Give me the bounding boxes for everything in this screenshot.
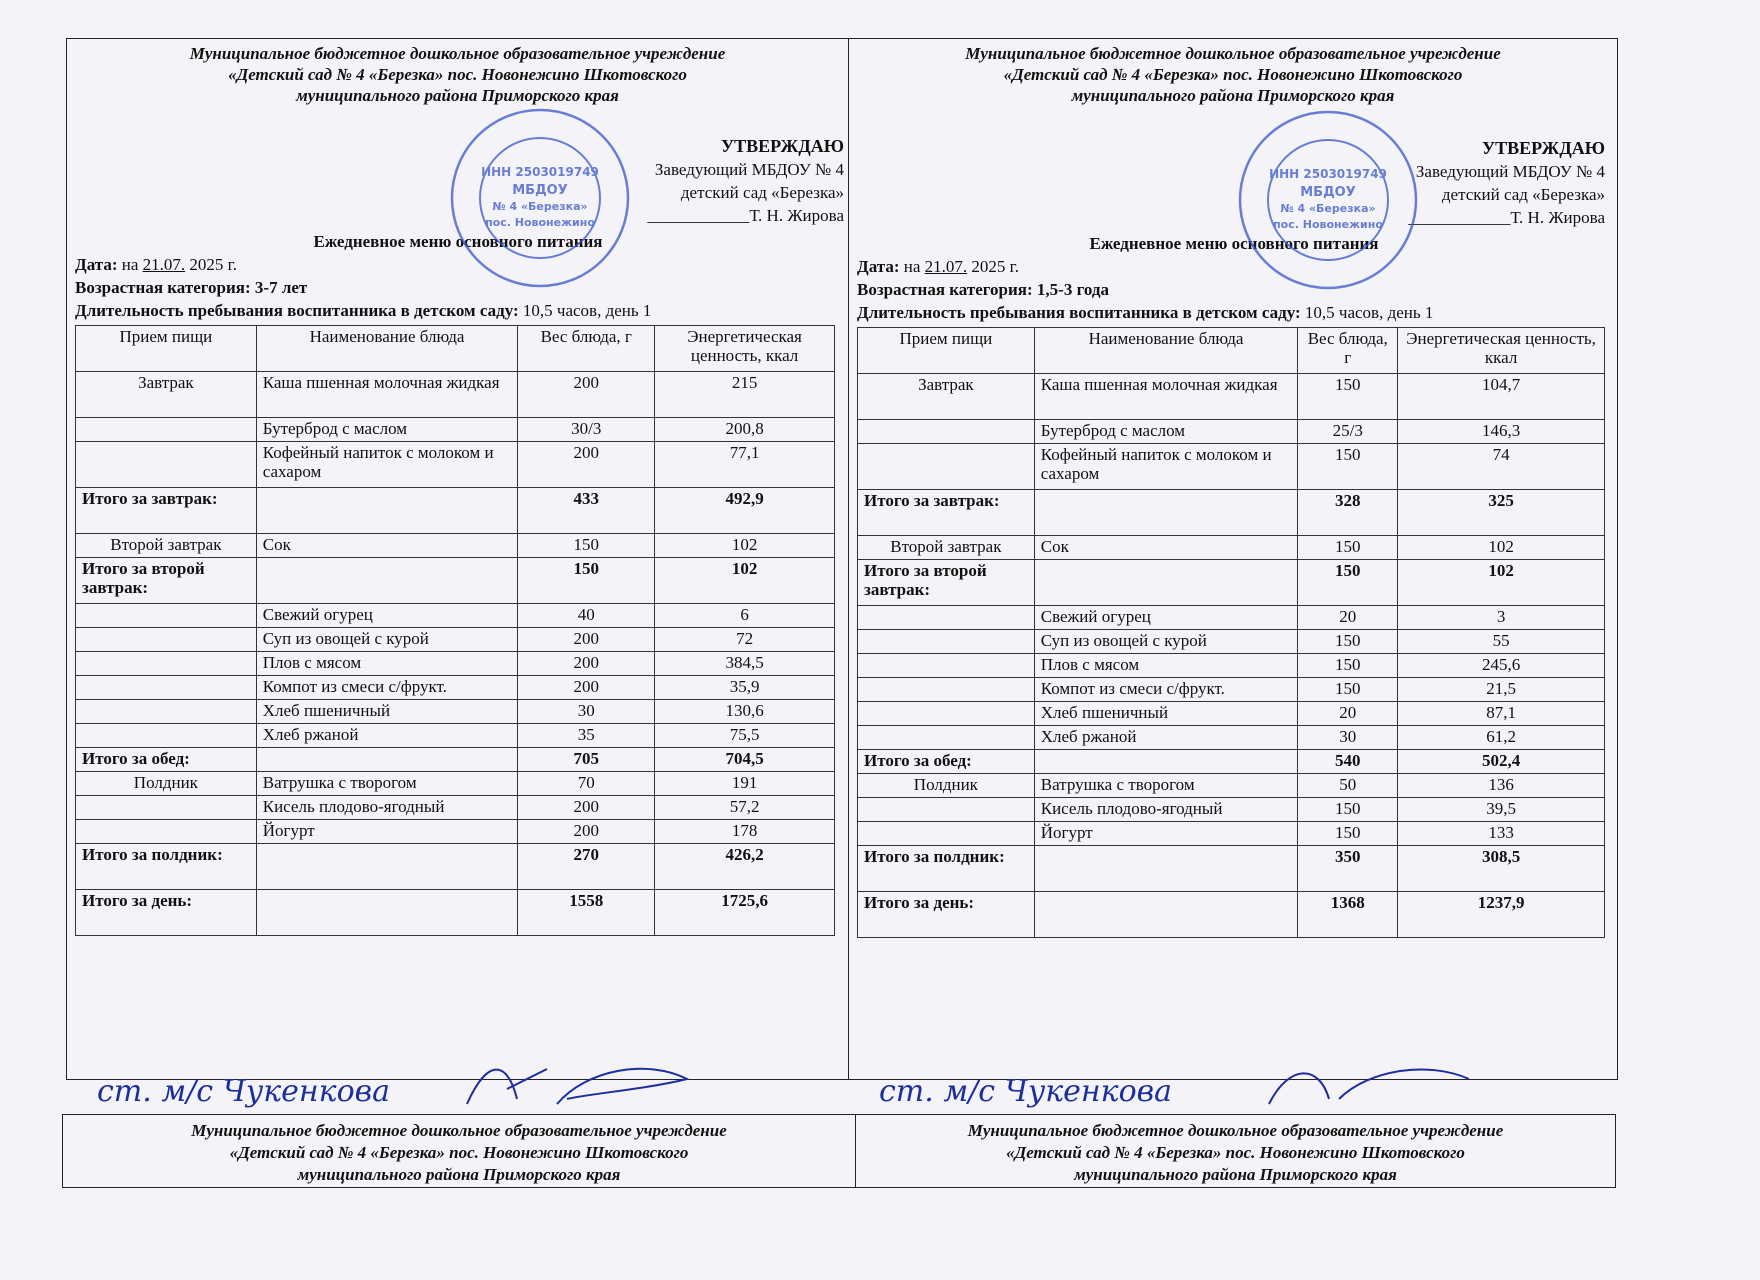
col-header-dish: Наименование блюда xyxy=(256,326,518,372)
approval-block: УТВЕРЖДАЮ Заведующий МБДОУ № 4 детский сад «Березка» ____________Т. Н. Жирова xyxy=(647,136,844,225)
meal-cell: Итого за завтрак: xyxy=(858,490,1035,536)
svg-text:ИНН 2503019749: ИНН 2503019749 xyxy=(1269,167,1387,181)
energy-cell: 133 xyxy=(1398,822,1605,846)
next-menu-header-left: Муниципальное бюджетное дошкольное образовательное учреждение «Детский сад № 4 «Березка» пос. Новонежино Шкотовского муниципального района Приморского края xyxy=(62,1114,855,1188)
table-row xyxy=(76,890,835,936)
col-header-weight: Вес блюда, г xyxy=(518,326,655,372)
menu-panel-right xyxy=(848,38,1618,1109)
meal-cell: Итого за день: xyxy=(76,890,257,936)
weight-cell: 150 xyxy=(1298,444,1398,490)
dish-cell: Компот из смеси с/фрукт. xyxy=(256,676,518,700)
dish-cell: Каша пшенная молочная жидкая xyxy=(256,372,518,418)
meal-cell: Полдник xyxy=(858,774,1035,798)
dish-cell: Йогурт xyxy=(1034,822,1298,846)
dish-cell: Плов с мясом xyxy=(1034,654,1298,678)
table-row xyxy=(858,798,1605,822)
energy-cell: 146,3 xyxy=(1398,420,1605,444)
table-row xyxy=(858,536,1605,560)
energy-cell: 191 xyxy=(655,772,835,796)
table-row xyxy=(858,822,1605,846)
weight-cell: 150 xyxy=(518,558,655,604)
menu-meta: Дата: на 21.07. 2025 г. Возрастная категория: 1,5-3 года Длительность пребывания воспитанника в детском саду: 10,5 часов, день 1 xyxy=(857,257,1434,322)
meal-cell xyxy=(76,628,257,652)
energy-cell: 87,1 xyxy=(1398,702,1605,726)
dish-cell xyxy=(256,748,518,772)
meal-cell xyxy=(858,606,1035,630)
energy-cell: 215 xyxy=(655,372,835,418)
dish-cell: Кофейный напиток с молоком и сахаром xyxy=(1034,444,1298,490)
weight-cell: 200 xyxy=(518,372,655,418)
meal-cell: Итого за второй завтрак: xyxy=(858,560,1035,606)
weight-cell: 705 xyxy=(518,748,655,772)
table-row xyxy=(76,820,835,844)
dish-cell: Хлеб ржаной xyxy=(1034,726,1298,750)
col-header-energy: Энергетическая ценность, ккал xyxy=(655,326,835,372)
table-row xyxy=(76,796,835,820)
table-row xyxy=(76,604,835,628)
energy-cell: 102 xyxy=(1398,560,1605,606)
weight-cell: 540 xyxy=(1298,750,1398,774)
dish-cell: Компот из смеси с/фрукт. xyxy=(1034,678,1298,702)
meal-cell: Итого за обед: xyxy=(76,748,257,772)
weight-cell: 150 xyxy=(1298,678,1398,702)
table-row xyxy=(858,846,1605,892)
energy-cell: 102 xyxy=(655,558,835,604)
meal-cell xyxy=(858,702,1035,726)
weight-cell: 270 xyxy=(518,844,655,890)
table-row xyxy=(76,724,835,748)
table-row xyxy=(76,488,835,534)
table-row xyxy=(76,700,835,724)
weight-cell: 200 xyxy=(518,652,655,676)
energy-cell: 1237,9 xyxy=(1398,892,1605,938)
energy-cell: 57,2 xyxy=(655,796,835,820)
signature-text: ст. м/с Чукенкова xyxy=(879,1074,1172,1109)
weight-cell: 150 xyxy=(1298,822,1398,846)
next-menu-header-right: Муниципальное бюджетное дошкольное образовательное учреждение «Детский сад № 4 «Березка» пос. Новонежино Шкотовского муниципального района Приморского края xyxy=(855,1114,1616,1188)
weight-cell: 200 xyxy=(518,628,655,652)
meal-cell xyxy=(858,420,1035,444)
table-row xyxy=(858,630,1605,654)
weight-cell: 40 xyxy=(518,604,655,628)
dish-cell: Кофейный напиток с молоком и сахаром xyxy=(256,442,518,488)
weight-cell: 1368 xyxy=(1298,892,1398,938)
weight-cell: 150 xyxy=(1298,536,1398,560)
svg-text:№ 4 «Березка»: № 4 «Березка» xyxy=(492,200,588,213)
dish-cell: Плов с мясом xyxy=(256,652,518,676)
svg-text:ИНН 2503019749: ИНН 2503019749 xyxy=(481,165,599,179)
weight-cell: 20 xyxy=(1298,702,1398,726)
weight-cell: 200 xyxy=(518,676,655,700)
meal-cell xyxy=(76,418,257,442)
weight-cell: 35 xyxy=(518,724,655,748)
weight-cell: 1558 xyxy=(518,890,655,936)
weight-cell: 30/3 xyxy=(518,418,655,442)
dish-cell: Сок xyxy=(1034,536,1298,560)
meal-cell xyxy=(858,822,1035,846)
table-row xyxy=(76,442,835,488)
col-header-meal: Прием пищи xyxy=(76,326,257,372)
approval-block: УТВЕРЖДАЮ Заведующий МБДОУ № 4 детский сад «Березка» ____________Т. Н. Жирова xyxy=(1408,138,1605,227)
meal-cell: Полдник xyxy=(76,772,257,796)
col-header-weight: Вес блюда, г xyxy=(1298,328,1398,374)
energy-cell: 3 xyxy=(1398,606,1605,630)
dish-cell xyxy=(1034,490,1298,536)
energy-cell: 502,4 xyxy=(1398,750,1605,774)
dish-cell xyxy=(1034,892,1298,938)
table-row xyxy=(858,654,1605,678)
weight-cell: 150 xyxy=(1298,630,1398,654)
dish-cell: Кисель плодово-ягодный xyxy=(256,796,518,820)
dish-cell: Каша пшенная молочная жидкая xyxy=(1034,374,1298,420)
org-header: Муниципальное бюджетное дошкольное образовательное учреждение «Детский сад № 4 «Березка» пос. Новонежино Шкотовского муниципального района Приморского края xyxy=(189,44,726,105)
weight-cell: 328 xyxy=(1298,490,1398,536)
dish-cell: Хлеб пшеничный xyxy=(1034,702,1298,726)
weight-cell: 25/3 xyxy=(1298,420,1398,444)
table-row xyxy=(858,374,1605,420)
energy-cell: 74 xyxy=(1398,444,1605,490)
dish-cell xyxy=(256,488,518,534)
table-row xyxy=(858,750,1605,774)
energy-cell: 6 xyxy=(655,604,835,628)
meal-cell: Завтрак xyxy=(858,374,1035,420)
energy-cell: 308,5 xyxy=(1398,846,1605,892)
dish-cell xyxy=(1034,846,1298,892)
menu-meta: Дата: на 21.07. 2025 г. Возрастная категория: 3-7 лет Длительность пребывания воспитанника в детском саду: 10,5 часов, день 1 xyxy=(75,255,652,320)
dish-cell xyxy=(256,890,518,936)
energy-cell: 136 xyxy=(1398,774,1605,798)
table-row xyxy=(76,652,835,676)
menu-table xyxy=(75,325,835,936)
meal-cell: Второй завтрак xyxy=(858,536,1035,560)
meal-cell xyxy=(858,444,1035,490)
weight-cell: 150 xyxy=(1298,560,1398,606)
dish-cell: Бутерброд с маслом xyxy=(256,418,518,442)
dish-cell: Кисель плодово-ягодный xyxy=(1034,798,1298,822)
energy-cell: 39,5 xyxy=(1398,798,1605,822)
dish-cell xyxy=(256,558,518,604)
table-row xyxy=(858,444,1605,490)
energy-cell: 77,1 xyxy=(655,442,835,488)
weight-cell: 150 xyxy=(1298,798,1398,822)
dish-cell: Йогурт xyxy=(256,820,518,844)
dish-cell xyxy=(1034,560,1298,606)
menu-title: Ежедневное меню основного питания xyxy=(313,232,603,251)
dish-cell xyxy=(1034,750,1298,774)
energy-cell: 61,2 xyxy=(1398,726,1605,750)
meal-cell xyxy=(76,700,257,724)
meal-cell: Завтрак xyxy=(76,372,257,418)
meal-cell: Итого за завтрак: xyxy=(76,488,257,534)
org-header: Муниципальное бюджетное дошкольное образовательное учреждение «Детский сад № 4 «Березка» пос. Новонежино Шкотовского муниципального района Приморского края xyxy=(965,44,1501,105)
dish-cell: Суп из овощей с курой xyxy=(1034,630,1298,654)
meal-cell xyxy=(858,654,1035,678)
weight-cell: 200 xyxy=(518,796,655,820)
energy-cell: 102 xyxy=(655,534,835,558)
energy-cell: 72 xyxy=(655,628,835,652)
table-row xyxy=(858,678,1605,702)
weight-cell: 150 xyxy=(1298,374,1398,420)
meal-cell: Итого за второй завтрак: xyxy=(76,558,257,604)
stamp-seal-right xyxy=(1236,108,1420,292)
svg-text:пос. Новонежино: пос. Новонежино xyxy=(1273,218,1383,231)
meal-cell: Итого за полдник: xyxy=(76,844,257,890)
svg-text:МБДОУ: МБДОУ xyxy=(512,183,568,198)
meal-cell xyxy=(76,820,257,844)
meal-cell xyxy=(76,652,257,676)
table-row xyxy=(858,702,1605,726)
stamp-seal-left xyxy=(448,106,632,290)
meal-cell: Второй завтрак xyxy=(76,534,257,558)
svg-text:МБДОУ: МБДОУ xyxy=(1300,185,1356,200)
table-row xyxy=(76,418,835,442)
weight-cell: 50 xyxy=(1298,774,1398,798)
weight-cell: 150 xyxy=(518,534,655,558)
energy-cell: 178 xyxy=(655,820,835,844)
meal-cell xyxy=(76,676,257,700)
signature-text: ст. м/с Чукенкова xyxy=(97,1074,390,1109)
dish-cell: Сок xyxy=(256,534,518,558)
meal-cell xyxy=(76,796,257,820)
weight-cell: 200 xyxy=(518,442,655,488)
energy-cell: 130,6 xyxy=(655,700,835,724)
dish-cell: Бутерброд с маслом xyxy=(1034,420,1298,444)
energy-cell: 75,5 xyxy=(655,724,835,748)
meal-cell xyxy=(76,604,257,628)
energy-cell: 492,9 xyxy=(655,488,835,534)
weight-cell: 433 xyxy=(518,488,655,534)
energy-cell: 704,5 xyxy=(655,748,835,772)
meal-cell xyxy=(858,726,1035,750)
energy-cell: 35,9 xyxy=(655,676,835,700)
table-row xyxy=(76,844,835,890)
col-header-meal: Прием пищи xyxy=(858,328,1035,374)
table-row xyxy=(76,772,835,796)
dish-cell xyxy=(256,844,518,890)
energy-cell: 21,5 xyxy=(1398,678,1605,702)
table-row xyxy=(858,774,1605,798)
weight-cell: 30 xyxy=(518,700,655,724)
table-row xyxy=(76,372,835,418)
table-row xyxy=(858,892,1605,938)
col-header-energy: Энергетическая ценность, ккал xyxy=(1398,328,1605,374)
meal-cell xyxy=(858,630,1035,654)
dish-cell: Хлеб ржаной xyxy=(256,724,518,748)
dish-cell: Свежий огурец xyxy=(1034,606,1298,630)
meal-cell xyxy=(76,724,257,748)
dish-cell: Ватрушка с творогом xyxy=(256,772,518,796)
svg-text:пос. Новонежино: пос. Новонежино xyxy=(485,216,595,229)
energy-cell: 1725,6 xyxy=(655,890,835,936)
energy-cell: 200,8 xyxy=(655,418,835,442)
energy-cell: 55 xyxy=(1398,630,1605,654)
col-header-dish: Наименование блюда xyxy=(1034,328,1298,374)
meal-cell: Итого за день: xyxy=(858,892,1035,938)
table-row xyxy=(76,748,835,772)
menu-table xyxy=(857,327,1605,938)
energy-cell: 102 xyxy=(1398,536,1605,560)
energy-cell: 245,6 xyxy=(1398,654,1605,678)
weight-cell: 200 xyxy=(518,820,655,844)
weight-cell: 70 xyxy=(518,772,655,796)
energy-cell: 325 xyxy=(1398,490,1605,536)
table-row xyxy=(76,558,835,604)
dish-cell: Ватрушка с творогом xyxy=(1034,774,1298,798)
meal-cell: Итого за полдник: xyxy=(858,846,1035,892)
table-row xyxy=(858,560,1605,606)
meal-cell xyxy=(858,678,1035,702)
energy-cell: 384,5 xyxy=(655,652,835,676)
meal-cell xyxy=(858,798,1035,822)
weight-cell: 350 xyxy=(1298,846,1398,892)
table-row xyxy=(76,534,835,558)
table-row xyxy=(76,676,835,700)
menu-title: Ежедневное меню основного питания xyxy=(1089,234,1379,253)
dish-cell: Хлеб пшеничный xyxy=(256,700,518,724)
energy-cell: 426,2 xyxy=(655,844,835,890)
meal-cell xyxy=(76,442,257,488)
dish-cell: Свежий огурец xyxy=(256,604,518,628)
table-row xyxy=(858,726,1605,750)
weight-cell: 150 xyxy=(1298,654,1398,678)
energy-cell: 104,7 xyxy=(1398,374,1605,420)
weight-cell: 30 xyxy=(1298,726,1398,750)
table-row xyxy=(858,490,1605,536)
meal-cell: Итого за обед: xyxy=(858,750,1035,774)
table-row xyxy=(858,420,1605,444)
table-row xyxy=(858,606,1605,630)
svg-text:№ 4 «Березка»: № 4 «Березка» xyxy=(1280,202,1376,215)
table-row xyxy=(76,628,835,652)
dish-cell: Суп из овощей с курой xyxy=(256,628,518,652)
weight-cell: 20 xyxy=(1298,606,1398,630)
